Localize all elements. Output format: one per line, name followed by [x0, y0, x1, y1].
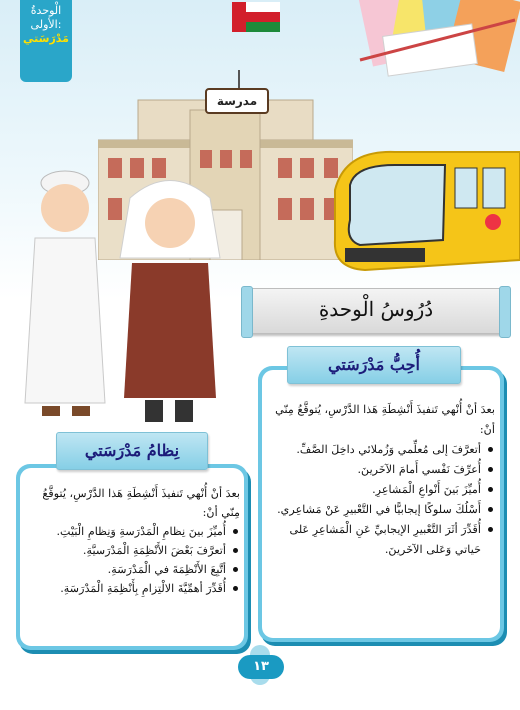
page-number: ١٣: [238, 655, 284, 679]
students-illustration: [20, 168, 230, 433]
school-bus-illustration: [325, 140, 520, 280]
lesson1-title: أُحِبُّ مَدْرَسَتي: [287, 346, 461, 384]
unit-badge-line1: الْوحدةُ: [30, 4, 62, 17]
list-item: أتَّبِعَ الأَنْظِمَةَ في الْمَدْرَسَةِ.: [24, 560, 226, 579]
lesson1-content: [270, 400, 495, 560]
unit-badge-line3: مَدْرَسَتي: [23, 32, 69, 45]
list-item: أُقَدِّرَ أثَرَ التَّعْبيرِ الإيجابيِّ عَنِ الْمَشاعِرِ عَلى حَياتي وَعَلى الآخَرينَ.: [270, 520, 481, 560]
list-item: أَسْلُكَ سلوكًا إيجابيًّا في التَّعْبيرِ عَنْ مَشاعِري.: [270, 500, 481, 520]
notebooks-illustration: [355, 0, 520, 85]
lesson1-objectives: [270, 440, 495, 560]
list-item: أتعرَّفَ إلى مُعلِّمي وَزُملائي داخِلَ الصَّفِّ.: [270, 440, 481, 460]
unit-lessons-banner: [246, 288, 506, 334]
list-item: أُقَدِّرَ أهمِّيَّةَ الالْتِزامِ بِأَنْظِمَةِ الْمَدْرَسَةِ.: [24, 579, 226, 598]
lesson1-intro: بعدَ أنْ أُنْهي تَنفيذَ أَنْشِطَةِ هَذا الدَّرْسِ، يُتوقَّعُ مِنّي أنْ:: [275, 403, 495, 436]
lesson2-content: [24, 484, 240, 598]
lesson2-intro: بعدَ أنْ أُنْهي تَنفيذَ أَنْشِطَةِ هَذا الدَّرْسِ، يُتوقَّعُ مِنّي أنْ:: [42, 487, 240, 519]
lesson2-objectives: [24, 522, 240, 598]
list-item: أتعرَّفَ بَعْضَ الأَنْظِمَةِ الْمَدْرَسيَّةِ.: [24, 541, 226, 560]
unit-lessons-title: دُرُوسُ الْوحدةِ: [318, 297, 434, 321]
list-item: أُميِّزَ بينَ نِظامِ الْمَدْرَسةِ وَنِظامِ الْبَيْتِ.: [24, 522, 226, 541]
unit-badge-line2: الأولى:: [30, 18, 62, 31]
school-sign: مدرسة: [205, 88, 269, 114]
unit-badge: [20, 0, 72, 82]
list-item: أُميِّزَ بَينَ أَنْواعِ الْمَشاعِرِ.: [270, 480, 481, 500]
lesson2-title: نِظامُ مَدْرَسَتي: [56, 432, 208, 470]
oman-flag-icon: [232, 2, 280, 32]
list-item: أُعرِّفَ نَفْسي أَمامَ الآخَرينَ.: [270, 460, 481, 480]
